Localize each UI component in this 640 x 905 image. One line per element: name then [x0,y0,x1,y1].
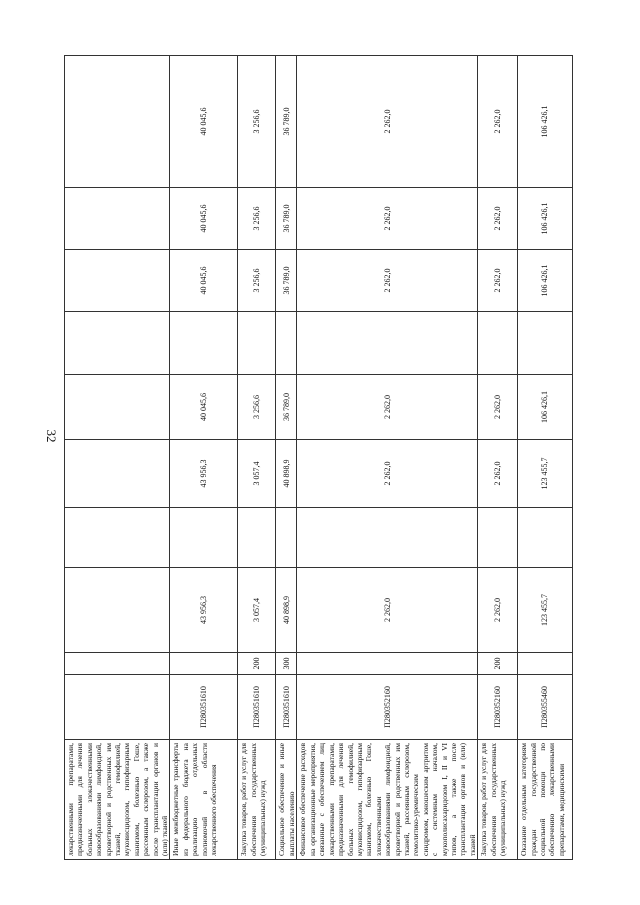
amount-cell [170,508,238,568]
expense-type-code: 200 [478,653,518,675]
table-row [478,56,518,860]
amount-cell: 40 898,9 [276,568,297,653]
row-name: Финансовое обеспечение расходов на организационные мероприятия, связанные с обеспечением лиц лекарственными препаратами, предназначенными для лечения больных гемофилией, муковисцидозом, гипофизарным нанизмом, болезнью Гоше, злокачественными новообразованиями лимфоидной, кроветворной и родственных им тканей, рассеянным склерозом, гемолитико-уремическим синдромом, юношеским артритом с системным началом, мукополисахаридозом I, II и VI типов, а также после трансплантации органов и (или) тканей [297,740,478,860]
amount-cell [65,188,170,250]
amount-cell: 2 262,0 [297,568,478,653]
amount-cell: 40 045,6 [170,188,238,250]
amount-cell [170,312,238,375]
row-name: лекарственными препаратами, предназначенными для лечения больных злокачественными новообразованиями лимфоидной, кроветворной и родственных им тканей, гемофилией, муковисцидозом, гипофизарным нанизмом, болезнью Гоше, рассеянным склерозом, а также после трансплантации органов и (или) тканей [65,740,170,860]
amount-cell: 36 789,0 [276,250,297,312]
expense-type-code [170,653,238,675]
amount-cell: 40 045,6 [170,375,238,440]
amount-cell [297,508,478,568]
amount-cell: 123 455,7 [518,440,573,508]
target-article-code: П280351610 [170,675,238,740]
target-article-code: П280351610 [238,675,276,740]
amount-cell: 2 262,0 [297,188,478,250]
amount-cell: 3 256,6 [238,188,276,250]
expense-type-code: 300 [276,653,297,675]
amount-cell: 2 262,0 [297,56,478,188]
amount-cell [478,312,518,375]
amount-cell: 43 956,3 [170,568,238,653]
row-name: Закупка товаров, работ и услуг для обеспечения государственных (муниципальных) нужд [238,740,276,860]
amount-cell: 3 057,4 [238,440,276,508]
amount-cell: 36 789,0 [276,375,297,440]
row-name: Иные межбюджетные трансферты из федерального бюджета на реализацию отдельных полномочий в области лекарственного обеспечения [170,740,238,860]
table-row [238,56,276,860]
amount-cell [65,312,170,375]
amount-cell: 43 956,3 [170,440,238,508]
target-article-code: П280352160 [297,675,478,740]
amount-cell: 106 426,1 [518,56,573,188]
amount-cell: 2 262,0 [297,440,478,508]
amount-cell [65,440,170,508]
amount-cell: 3 057,4 [238,568,276,653]
amount-cell: 40 045,6 [170,250,238,312]
amount-cell [276,312,297,375]
table-row [297,56,478,860]
amount-cell: 123 455,7 [518,568,573,653]
amount-cell [478,508,518,568]
amount-cell [518,312,573,375]
amount-cell: 40 045,6 [170,56,238,188]
table-row [276,56,297,860]
amount-cell: 36 789,0 [276,56,297,188]
table-row [170,56,238,860]
amount-cell: 2 262,0 [297,375,478,440]
amount-cell: 2 262,0 [478,250,518,312]
target-article-code: П280355460 [518,675,573,740]
amount-cell: 106 426,1 [518,250,573,312]
amount-cell: 2 262,0 [478,188,518,250]
target-article-code: П280351610 [276,675,297,740]
expense-type-code [518,653,573,675]
amount-cell: 2 262,0 [478,568,518,653]
table-row [65,56,170,860]
amount-cell: 2 262,0 [478,56,518,188]
amount-cell: 3 256,6 [238,375,276,440]
amount-cell [65,375,170,440]
amount-cell: 40 898,9 [276,440,297,508]
row-name: Социальное обеспечение и иные выплаты населению [276,740,297,860]
target-article-code [65,675,170,740]
row-name: Оказание отдельным категориям граждан государственной социальной помощи по обеспечению лекарственными препаратами, медицинскими [518,740,573,860]
amount-cell [65,568,170,653]
amount-cell: 106 426,1 [518,375,573,440]
amount-cell [276,508,297,568]
amount-cell: 2 262,0 [297,250,478,312]
amount-cell: 3 256,6 [238,56,276,188]
amount-cell [518,508,573,568]
amount-cell [65,56,170,188]
amount-cell: 36 789,0 [276,188,297,250]
table-row [518,56,573,860]
amount-cell [238,508,276,568]
amount-cell [65,508,170,568]
target-article-code: П280352160 [478,675,518,740]
budget-table [64,55,573,860]
page-number: 32 [44,429,59,443]
amount-cell: 106 426,1 [518,188,573,250]
amount-cell [65,250,170,312]
expense-type-code [297,653,478,675]
amount-cell [297,312,478,375]
amount-cell: 3 256,6 [238,250,276,312]
expense-type-code: 200 [238,653,276,675]
amount-cell [238,312,276,375]
expense-type-code [65,653,170,675]
row-name: Закупка товаров, работ и услуг для обеспечения государственных (муниципальных) нужд [478,740,518,860]
amount-cell: 2 262,0 [478,440,518,508]
amount-cell: 2 262,0 [478,375,518,440]
